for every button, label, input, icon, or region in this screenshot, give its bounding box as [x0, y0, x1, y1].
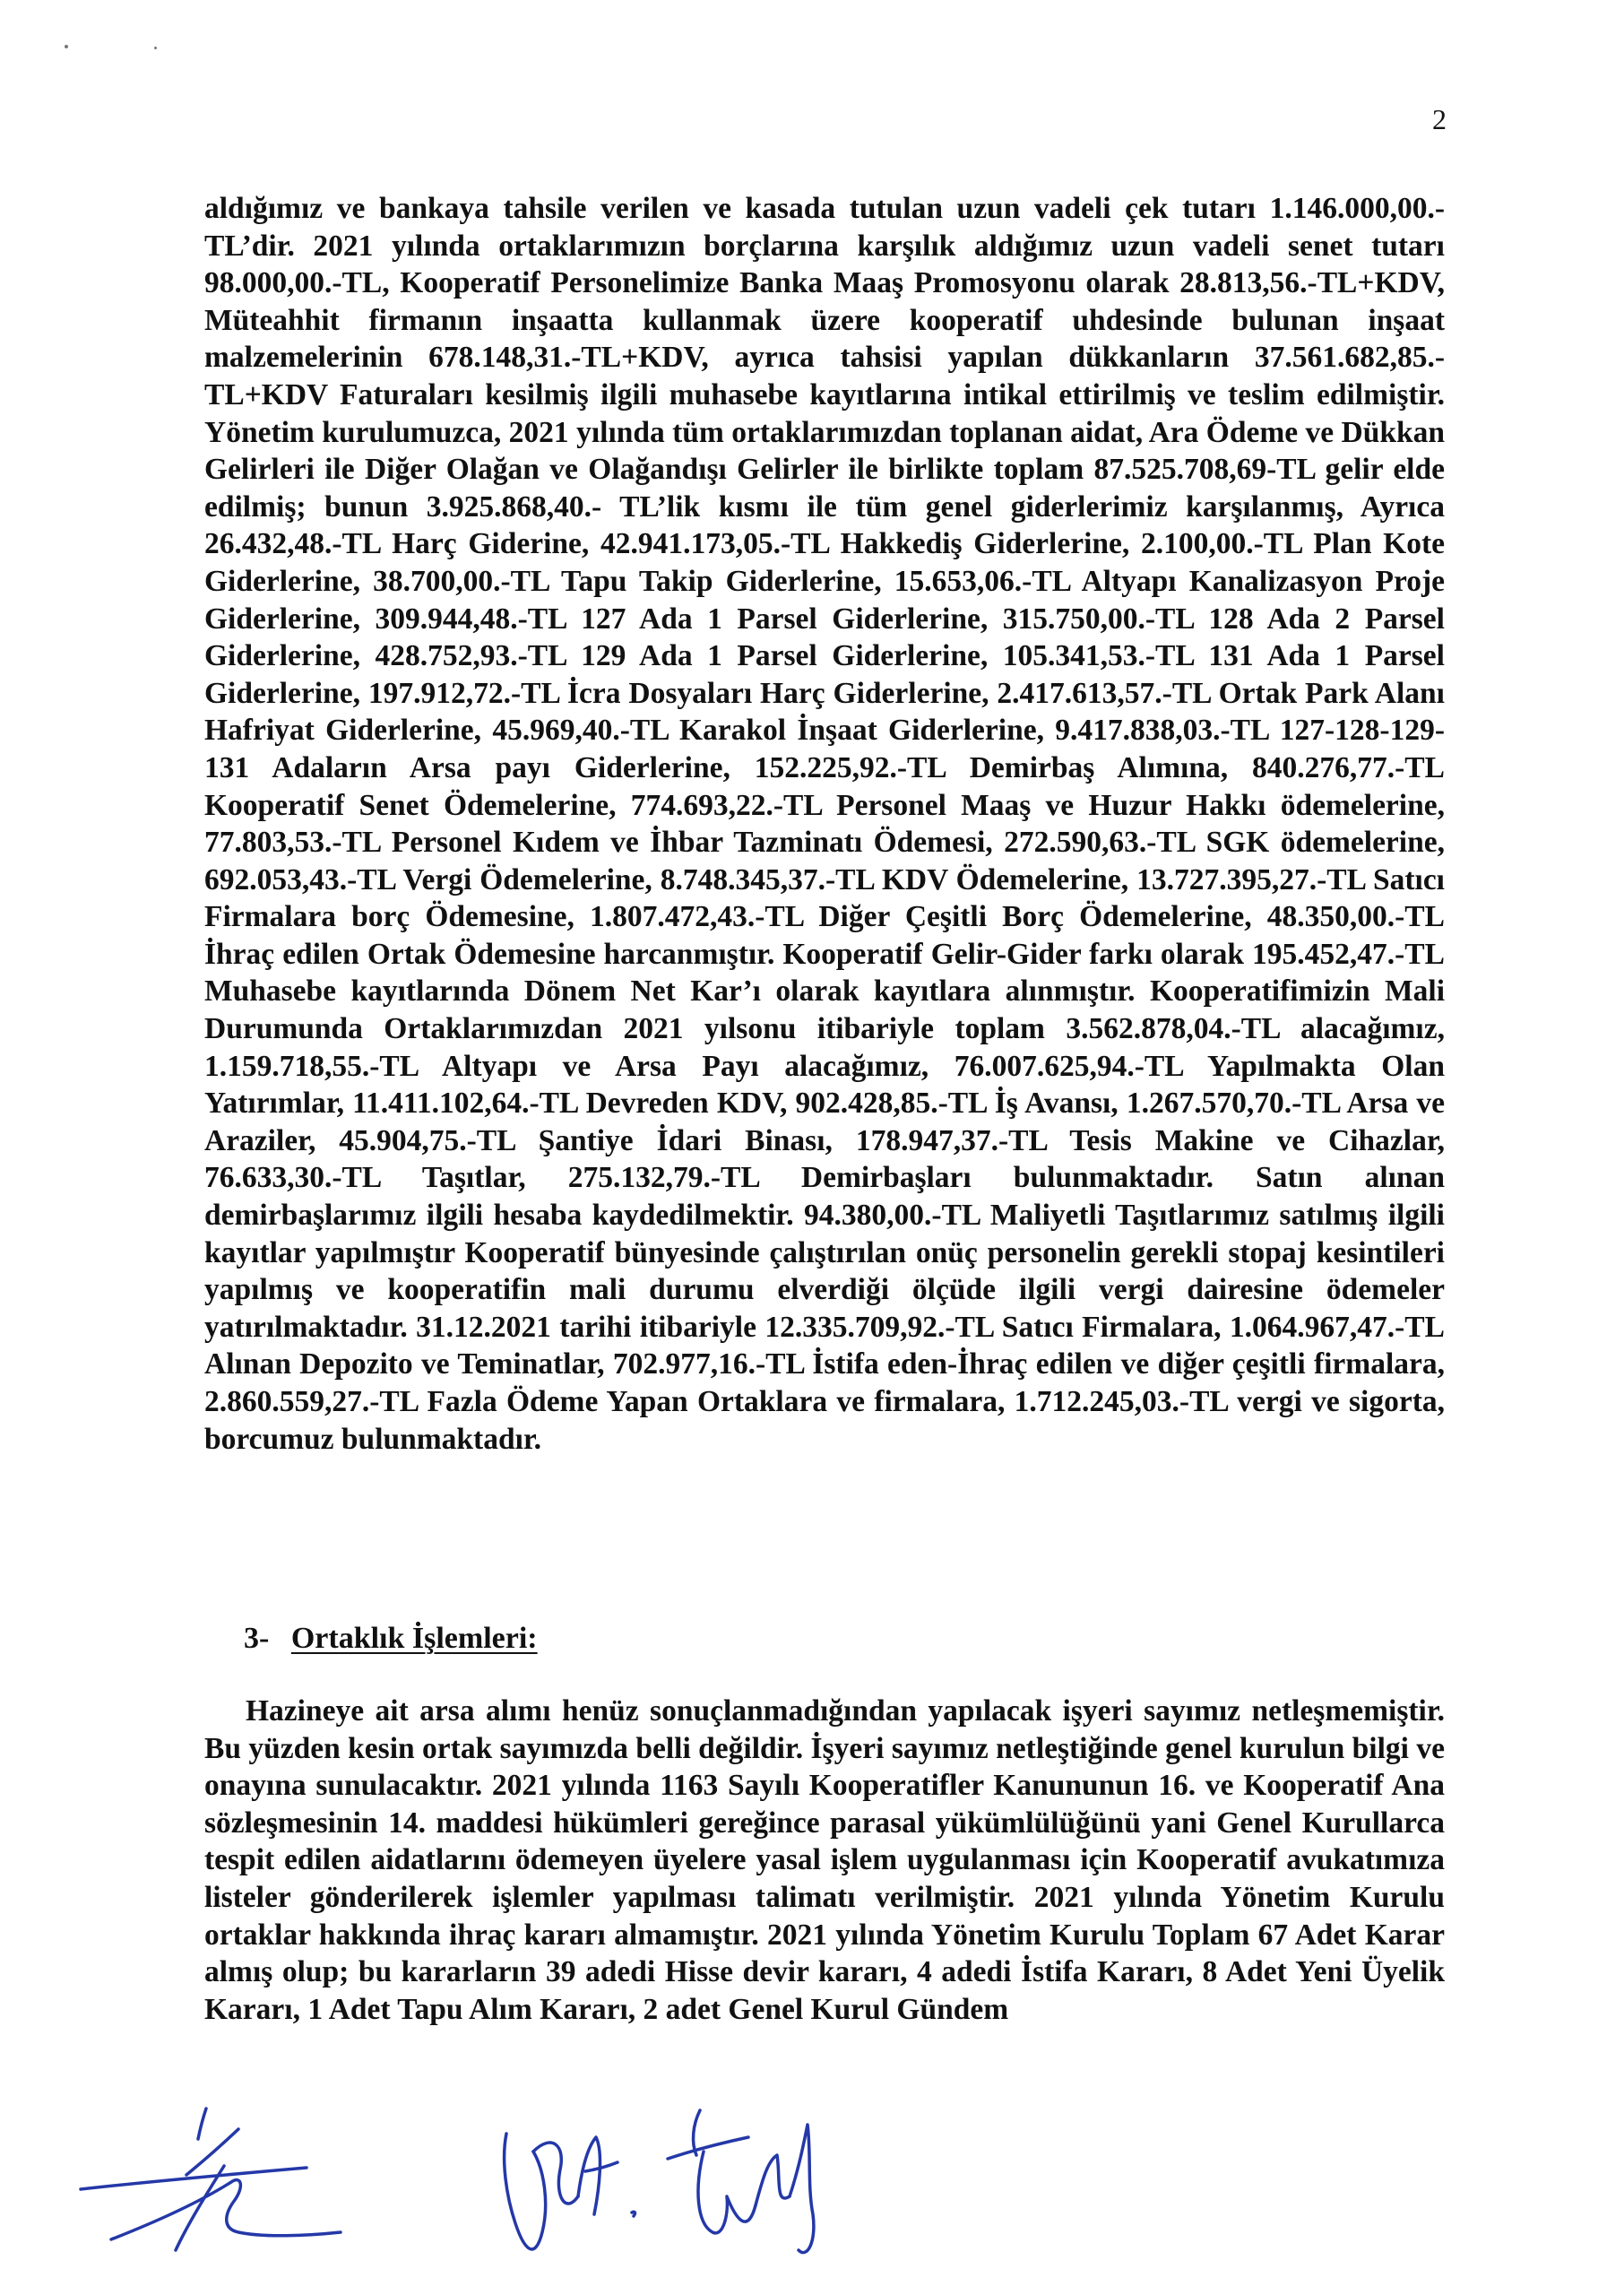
body-paragraph-membership: Hazineye ait arsa alımı henüz sonuçlanmadığından yapılacak işyeri sayımız netleşmemiştir. Bu yüzden kesin ortak sayımızda belli değildir. İşyeri sayımız netleştiğinde genel kurulun bilgi ve onayına sunulacaktır. 2021 yılında 1163 Sayılı Kooperatifler Kanununun 16. ve Kooperatif Ana sözleşmesinin 14. maddesi hükümleri gereğince parasal yükümlülüğünü yani Genel Kurullarca tespit edilen aidatlarını ödemeyen üyelere yasal işlem uygulanması için Kooperatif avukatımıza listeler gönderilerek işlemler yapılması talimatı verilmiştir. 2021 yılında Yönetim Kurulu ortaklar hakkında ihraç kararı almamıştır. 2021 yılında Yönetim Kurulu Toplam 67 Adet Karar almış olup; bu kararların 39 adedi Hisse devir kararı, 4 adedi İstifa Kararı, 8 Adet Yeni Üyelik Kararı, 1 Adet Tapu Alım Kararı, 2 adet Genel Kurul Gündem — [204, 1694, 1445, 2026]
signature-right — [488, 2098, 847, 2277]
section-heading — [244, 1621, 538, 1657]
signature-left — [72, 2089, 358, 2268]
page-number: 2 — [1432, 103, 1447, 135]
body-paragraph-financial: aldığımız ve bankaya tahsile verilen ve kasada tutulan uzun vadeli çek tutarı 1.146.000,00.-TL’dir. 2021 yılında ortaklarımızın borçlarına karşılık aldığımız uzun vadeli senet tutarı 98.000,00.-TL, Kooperatif Personelimize Banka Maaş Promosyonu olarak 28.813,56.-TL+KDV, Müteahhit firmanın inşaatta kullanmak üzere kooperatif uhdesinde bulunan inşaat malzemelerinin 678.148,31.-TL+KDV, ayrıca tahsisi yapılan dükkanların 37.561.682,85.-TL+KDV Faturaları kesilmiş ilgili muhasebe kayıtlarına intikal ettirilmiş ve teslim edilmiştir. Yönetim kurulumuzca, 2021 yılında tüm ortaklarımızdan toplanan aidat, Ara Ödeme ve Dükkan Gelirleri ile Diğer Olağan ve Olağandışı Gelirler ile birlikte toplam 87.525.708,69-TL gelir elde edilmiş; bunun 3.925.868,40.- TL’lik kısmı ile tüm genel giderlerimiz karşılanmış, Ayrıca 26.432,48.-TL Harç Giderine, 42.941.173,05.-TL Hakkediş Giderlerine, 2.100,00.-TL Plan Kote Giderlerine, 38.700,00.-TL Tapu Takip Giderlerine, 15.653,06.-TL Altyapı Kanalizasyon Proje Giderlerine, 309.944,48.-TL 127 Ada 1 Parsel Giderlerine, 315.750,00.-TL 128 Ada 2 Parsel Giderlerine, 428.752,93.-TL 129 Ada 1 Parsel Giderlerine, 105.341,53.-TL 131 Ada 1 Parsel Giderlerine, 197.912,72.-TL İcra Dosyaları Harç Giderlerine, 2.417.613,57.-TL Ortak Park Alanı Hafriyat Giderlerine, 45.969,40.-TL Karakol İnşaat Giderlerine, 9.417.838,03.-TL 127-128-129-131 Adaların Arsa payı Giderlerine, 152.225,92.-TL Demirbaş Alımına, 840.276,77.-TL Kooperatif Senet Ödemelerine, 774.693,22.-TL Personel Maaş ve Huzur Hakkı ödemelerine, 77.803,53.-TL Personel Kıdem ve İhbar Tazminatı Ödemesi, 272.590,63.-TL SGK ödemelerine, 692.053,43.-TL Vergi Ödemelerine, 8.748.345,37.-TL KDV Ödemelerine, 13.727.395,27.-TL Satıcı Firmalara borç Ödemesine, 1.807.472,43.-TL Diğer Çeşitli Borç Ödemelerine, 48.350,00.-TL İhraç edilen Ortak Ödemesine harcanmıştır. Kooperatif Gelir-Gider farkı olarak 195.452,47.-TL Muhasebe kayıtlarında Dönem Net Kar’ı olarak kayıtlara alınmıştır. Kooperatifimizin Mali Durumunda Ortaklarımızdan 2021 yılsonu itibariyle toplam 3.562.878,04.-TL alacağımız, 1.159.718,55.-TL Altyapı ve Arsa Payı alacağımız, 76.007.625,94.-TL Yapılmakta Olan Yatırımlar, 11.411.102,64.-TL Devreden KDV, 902.428,85.-TL İş Avansı, 1.267.570,70.-TL Arsa ve Araziler, 45.904,75.-TL Şantiye İdari Binası, 178.947,37.-TL Tesis Makine ve Cihazlar, 76.633,30.-TL Taşıtlar, 275.132,79.-TL Demirbaşları bulunmaktadır. Satın alınan demirbaşlarımız ilgili hesaba kaydedilmektir. 94.380,00.-TL Maliyetli Taşıtlarımız satılmış ilgili kayıtlar yapılmıştır Kooperatif bünyesinde çalıştırılan onüç personelin gerekli stopaj kesintileri yapılmış ve kooperatifin mali durumu elverdiği ölçüde ilgili vergi dairesine ödemeler yatırılmaktadır. 31.12.2021 tarihi itibariyle 12.335.709,92.-TL Satıcı Firmalara, 1.064.967,47.-TL Alınan Depozito ve Teminatlar, 702.977,16.-TL İstifa eden-İhraç edilen ve diğer çeşitli firmalara, 2.860.559,27.-TL Fazla Ödeme Yapan Ortaklara ve firmalara, 1.712.245,03.-TL vergi ve sigorta, borcumuz bulunmaktadır. — [204, 192, 1445, 1456]
scan-artifact — [65, 45, 68, 48]
scan-artifact — [154, 47, 157, 49]
section-title: Ortaklık İşlemleri: — [290, 1622, 538, 1655]
section-number: 3- — [244, 1622, 270, 1655]
